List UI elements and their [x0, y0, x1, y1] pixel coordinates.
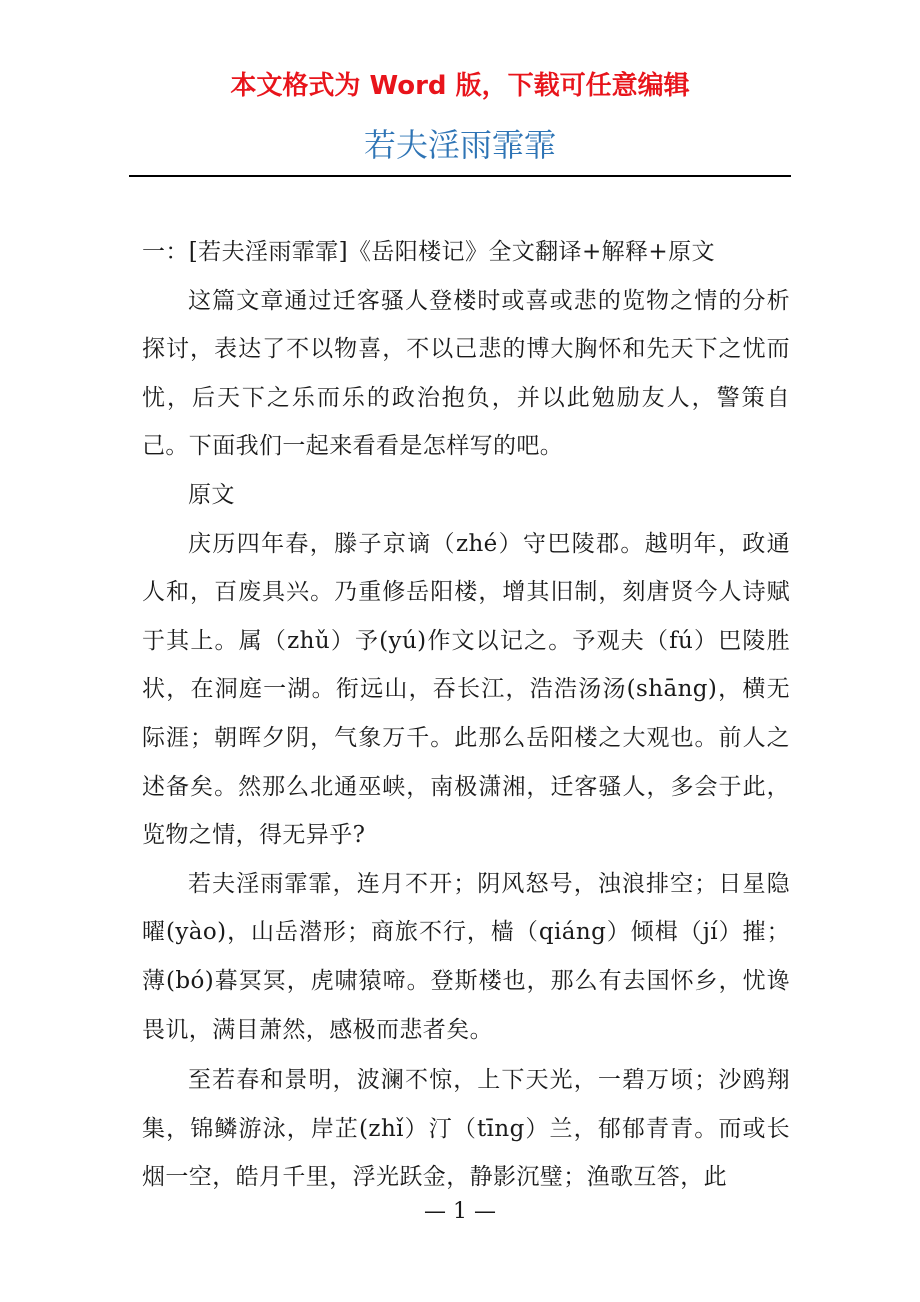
download-banner: 本文格式为 Word 版，下载可任意编辑: [230, 71, 690, 101]
document-body: [142, 228, 790, 1202]
body-paragraph: 至若春和景明，波澜不惊，上下天光，一碧万顷；沙鸥翔集，锦鳞游泳，岸芷(zhǐ）汀（tīng）兰，郁郁青青。而或长烟一空，皓月千里，浮光跃金，静影沉璧；渔歌互答，此: [142, 1067, 790, 1191]
intro-paragraph: 这篇文章通过迁客骚人登楼时或喜或悲的览物之情的分析探讨，表达了不以物喜，不以己悲的博大胸怀和先天下之忧而忧，后天下之乐而乐的政治抱负，并以此勉励友人，警策自己。下面我们一起来看看是怎样写的吧。: [142, 287, 790, 460]
section-heading: 一：[若夫淫雨霏霏]《岳阳楼记》全文翻译+解释+原文: [142, 239, 715, 265]
page-number: — 1 —: [424, 1199, 496, 1224]
document-title: 若夫淫雨霏霏: [363, 126, 556, 164]
title-divider: [129, 175, 791, 177]
body-paragraph: 庆历四年春，滕子京谪（zhé）守巴陵郡。越明年，政通人和，百废具兴。乃重修岳阳楼，增其旧制，刻唐贤今人诗赋于其上。属（zhǔ）予(yú)作文以记之。予观夫（fú）巴陵胜状，在洞庭一湖。衔远山，吞长江，浩浩汤汤(shāng)，横无际涯；朝晖夕阴，气象万千。此那么岳阳楼之大观也。前人之述备矣。然那么北通巫峡，南极潇湘，迁客骚人，多会于此，览物之情，得无异乎?: [142, 530, 790, 849]
body-paragraph: 若夫淫雨霏霏，连月不开；阴风怒号，浊浪排空；日星隐曜(yào)，山岳潜形；商旅不行，樯（qiáng）倾楫（jí）摧；薄(bó)暮冥冥，虎啸猿啼。登斯楼也，那么有去国怀乡，忧谗畏讥，满目萧然，感极而悲者矣。: [142, 870, 790, 1043]
original-text-label: 原文: [188, 481, 235, 508]
